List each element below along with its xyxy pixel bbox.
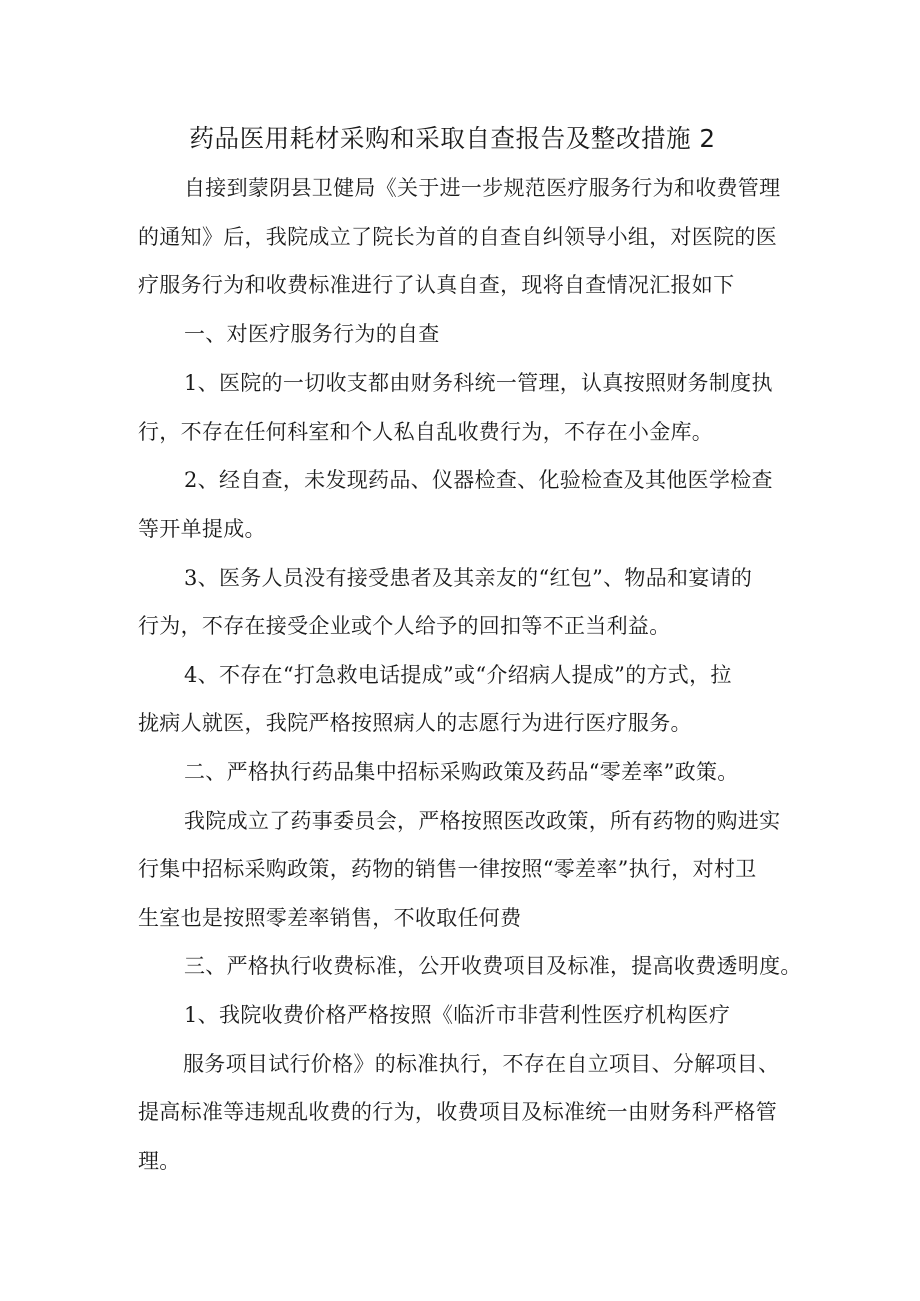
paragraph-line: 拢病人就医，我院严格按照病人的志愿行为进行医疗服务。: [138, 711, 692, 735]
paragraph-line: 提高标准等违规乱收费的行为，收费项目及标准统一由财务科严格管: [138, 1100, 777, 1124]
paragraph-line: 1、我院收费价格严格按照《临沂市非营利性医疗机构医疗: [184, 1003, 731, 1027]
section-heading: 三、严格执行收费标准，公开收费项目及标准，提高收费透明度。: [184, 954, 802, 978]
paragraph-line: 4、不存在“打急救电话提成”或“介绍病人提成”的方式，拉: [184, 663, 732, 687]
paragraph-line: 服务项目试行价格》的标准执行，不存在自立项目、分解项目、: [183, 1052, 780, 1076]
paragraph-line: 疗服务行为和收费标准进行了认真自查，现将自查情况汇报如下: [138, 273, 735, 297]
paragraph-line: 1、医院的一切收支都由财务科统一管理，认真按照财务制度执: [184, 371, 773, 395]
paragraph-line: 生室也是按照零差率销售，不收取任何费: [138, 906, 522, 930]
paragraph-line: 2、经自查，未发现药品、仪器检查、化验检查及其他医学检查: [184, 468, 773, 492]
paragraph-line: 的通知》后，我院成立了院长为首的自查自纠领导小组，对医院的医: [138, 225, 777, 249]
paragraph-line: 自接到蒙阴县卫健局《关于进一步规范医疗服务行为和收费管理: [184, 176, 781, 200]
section-heading: 二、严格执行药品集中招标采购政策及药品“零差率”政策。: [184, 760, 739, 784]
paragraph-line: 理。: [138, 1149, 181, 1173]
document-title: 药品医用耗材采购和采取自查报告及整改措施 2: [189, 124, 716, 153]
paragraph-line: 等开单提成。: [138, 517, 266, 541]
paragraph-line: 3、医务人员没有接受患者及其亲友的“红包”、物品和宴请的: [184, 566, 753, 590]
section-heading: 一、对医疗服务行为的自查: [184, 322, 440, 346]
paragraph-line: 行为，不存在接受企业或个人给予的回扣等不正当利益。: [138, 614, 671, 638]
paragraph-line: 我院成立了药事委员会，严格按照医改政策，所有药物的购进实: [184, 809, 781, 833]
paragraph-line: 行集中招标采购政策，药物的销售一律按照“零差率”执行，对村卫: [138, 857, 757, 881]
paragraph-line: 行，不存在任何科室和个人私自乱收费行为，不存在小金库。: [138, 420, 714, 444]
